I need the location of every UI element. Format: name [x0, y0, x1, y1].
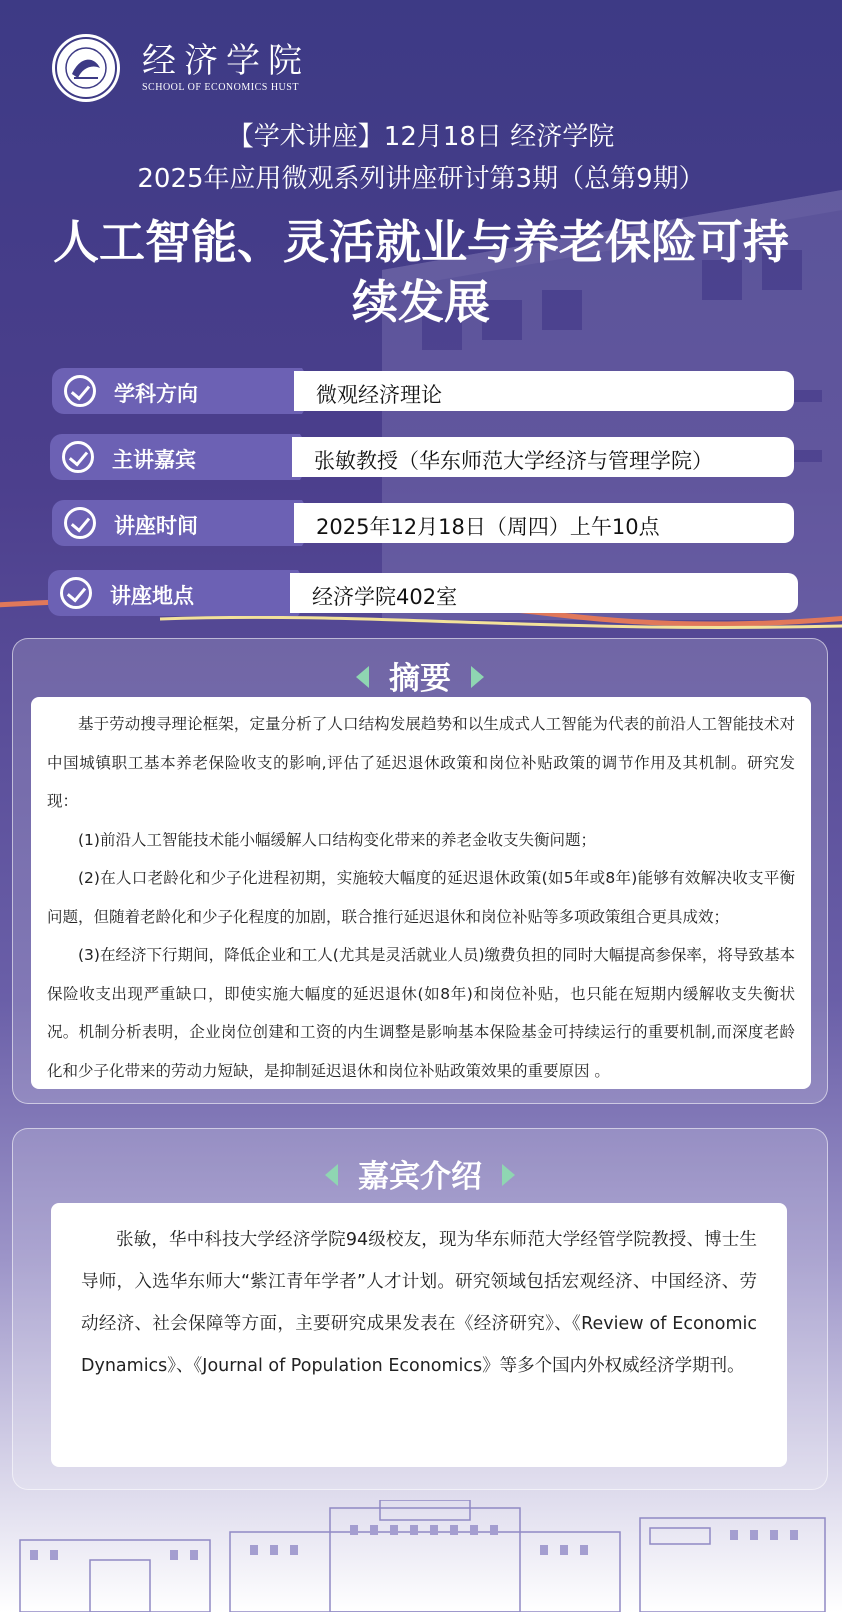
abstract-paragraph: 基于劳动搜寻理论框架，定量分析了人口结构发展趋势和以生成式人工智能为代表的前沿人工智能技术对中国城镇职工基本养老保险收支的影响,评估了延迟退休政策和岗位补贴政策的调节作用及其机制。研究发现： [47, 715, 795, 810]
series-line: 2025年应用微观系列讲座研讨第3期（总第9期） [137, 164, 705, 194]
triangle-right-icon [471, 666, 484, 688]
info-value: 经济学院402室 [312, 585, 458, 609]
school-emblem-icon [52, 34, 120, 102]
guest-card [12, 1128, 828, 1490]
event-line: 【学术讲座】12月18日 经济学院 [227, 122, 615, 152]
triangle-left-icon [325, 1164, 338, 1186]
info-value: 2025年12月18日（周四）上午10点 [316, 515, 660, 539]
info-row-location: 讲座地点 经济学院402室 [48, 570, 798, 616]
guest-heading: 嘉宾介绍 [13, 1151, 827, 1196]
info-row-discipline: 学科方向 微观经济理论 [52, 368, 794, 414]
info-value: 微观经济理论 [316, 383, 442, 407]
info-row-speaker: 主讲嘉宾 张敏教授（华东师范大学经济与管理学院） [50, 434, 794, 480]
triangle-right-icon [502, 1164, 515, 1186]
school-name-cn: 经济学院 [142, 40, 310, 81]
school-name-en: SCHOOL OF ECONOMICS HUST [142, 81, 299, 93]
abstract-heading: 摘要 [13, 653, 827, 698]
school-logo [52, 34, 310, 102]
abstract-body [31, 697, 811, 1089]
abstract-paragraph: (3)在经济下行期间，降低企业和工人(尤其是灵活就业人员)缴费负担的同时大幅提高参保率，将导致基本保险收支出现严重缺口，即使实施大幅度的延迟退休(如8年)和岗位补贴，也只能在短期内缓解收支失衡状况。机制分析表明，企业岗位创建和工资的内生调整是影响基本保险基金可持续运行的重要机制,而深度老龄化和少子化带来的劳动力短缺，是抑制延迟退休和岗位补贴政策效果的重要原因 。 [47, 946, 795, 1080]
abstract-paragraph: (2)在人口老龄化和少子化进程初期，实施较大幅度的延迟退休政策(如5年或8年)能够有效解决收支平衡问题，但随着老龄化和少子化程度的加剧，联合推行延迟退休和岗位补贴等多项政策组合更具成效； [47, 869, 795, 926]
lecture-title: 人工智能、灵活就业与养老保险可持 续发展 [53, 215, 789, 329]
check-circle-icon [64, 507, 96, 539]
info-value: 张敏教授（华东师范大学经济与管理学院） [314, 449, 713, 473]
check-circle-icon [64, 375, 96, 407]
campus-buildings-illustration [0, 1500, 842, 1612]
check-circle-icon [62, 441, 94, 473]
triangle-left-icon [356, 666, 369, 688]
abstract-paragraph: (1)前沿人工智能技术能小幅缓解人口结构变化带来的养老金收支失衡问题； [78, 830, 596, 849]
check-circle-icon [60, 577, 92, 609]
info-row-time: 讲座时间 2025年12月18日（周四）上午10点 [52, 500, 794, 546]
guest-body [51, 1203, 787, 1467]
abstract-card [12, 638, 828, 1104]
guest-bio: 张敏，华中科技大学经济学院94级校友，现为华东师范大学经管学院教授、博士生导师，入选华东师大“紫江青年学者”人才计划。研究领域包括宏观经济、中国经济、劳动经济、社会保障等方面，主要研究成果发表在《经济研究》、《Review of Economic Dynamics》、《Journal of Population Economics》等多个国内外权威经济学期刊。 [81, 1230, 757, 1376]
